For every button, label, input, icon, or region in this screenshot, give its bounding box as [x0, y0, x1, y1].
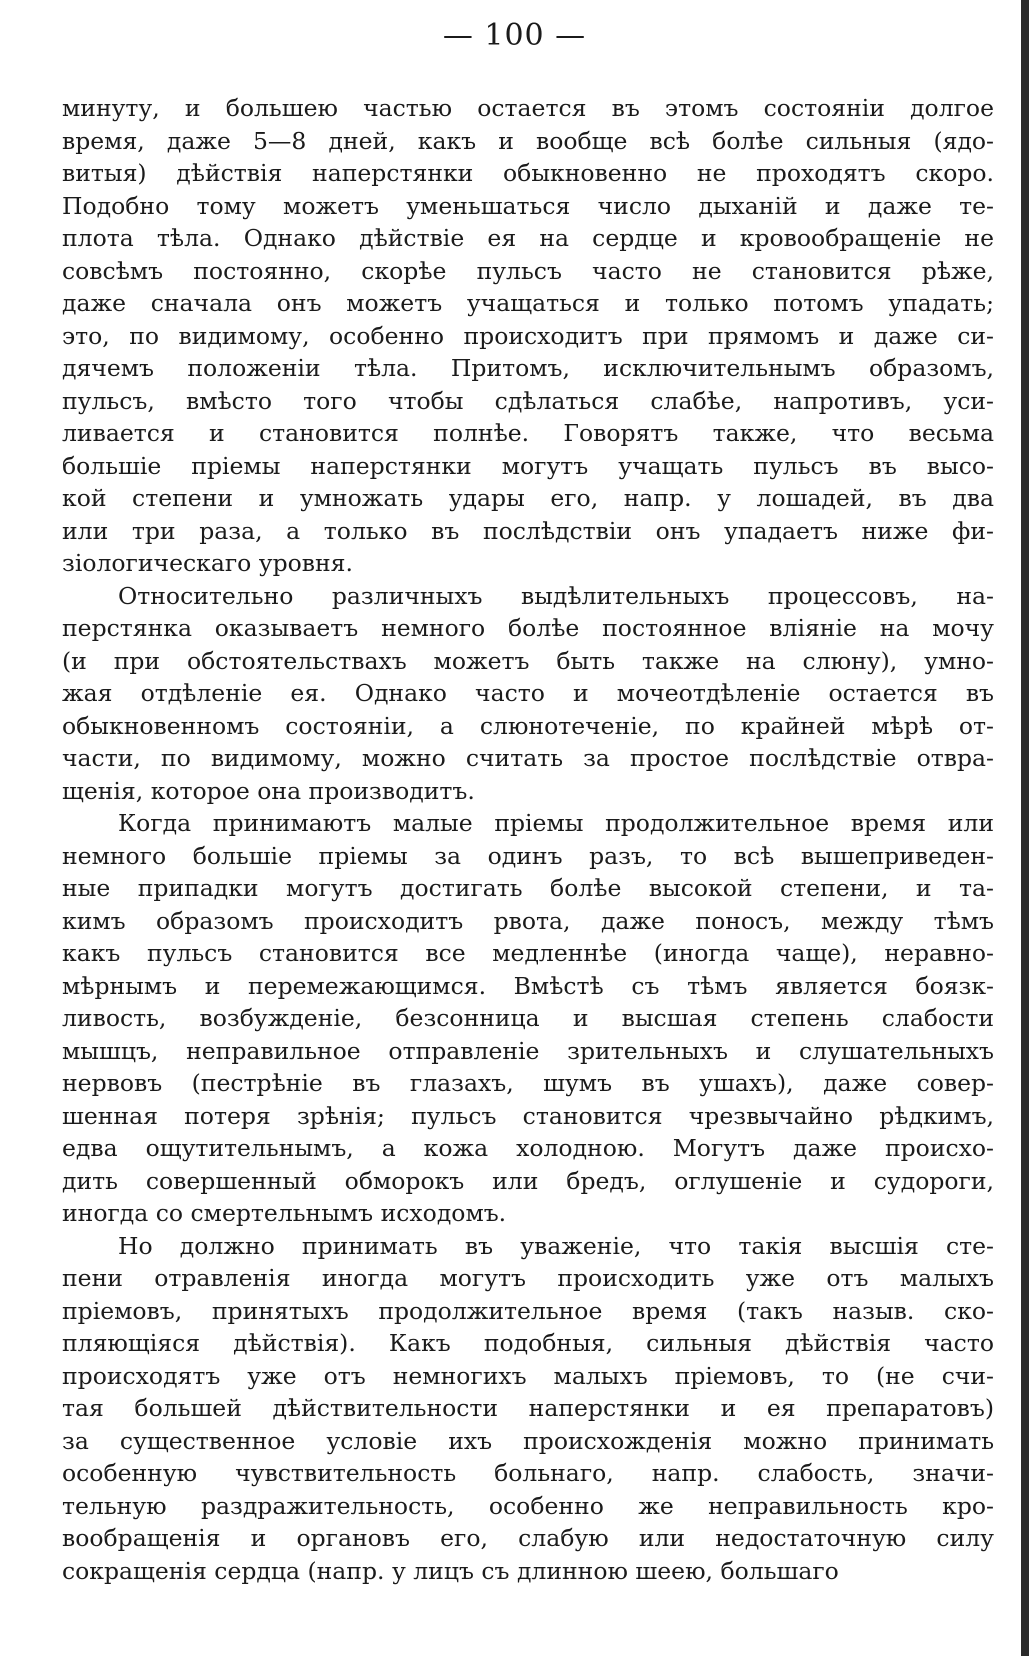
text-line: обыкновенномъ состояніи, а слюнотеченіе, по крайней мѣрѣ от- — [62, 711, 994, 740]
text-line: совсѣмъ постоянно, скорѣе пульсъ часто не становится рѣже, — [62, 256, 994, 285]
text-line: время, даже 5—8 дней, какъ и вообще всѣ болѣе сильныя (ядо- — [62, 126, 994, 155]
text-line: большіе пріемы наперстянки могутъ учащать пульсъ въ высо- — [62, 451, 994, 480]
text-line: кимъ образомъ происходитъ рвота, даже поносъ, между тѣмъ — [62, 906, 994, 935]
text-line: немного большіе пріемы за одинъ разъ, то всѣ вышеприведен- — [62, 841, 994, 870]
page-edge-shadow — [1021, 0, 1029, 1656]
text-line: тельную раздражительность, особенно же неправильность кро- — [62, 1491, 994, 1520]
text-line: какъ пульсъ становится все медленнѣе (иногда чаще), неравно- — [62, 939, 994, 967]
text-line: ные припадки могутъ достигать болѣе высокой степени, и та- — [62, 874, 994, 902]
text-line: Когда принимаютъ малые пріемы продолжительное время или — [118, 809, 994, 837]
text-line: это, по видимому, особенно происходитъ при прямомъ и даже си- — [62, 321, 994, 350]
text-line: пульсъ, вмѣсто того чтобы сдѣлаться слабѣе, напротивъ, уси- — [62, 386, 994, 415]
body-text — [62, 92, 994, 1587]
text-line: ливость, возбужденіе, безсонница и высшая степень слабости — [62, 1004, 994, 1032]
text-line: минуту, и большею частью остается въ этомъ состояніи долгое — [62, 94, 994, 122]
text-line: дить совершенный обморокъ или бредъ, оглушеніе и судороги, — [62, 1166, 994, 1195]
text-line: даже сначала онъ можетъ учащаться и только потомъ упадать; — [62, 289, 994, 317]
text-line: за существенное условіе ихъ происхожденія можно принимать — [62, 1426, 994, 1455]
text-line: пріемовъ, принятыхъ продолжительное время (такъ назыв. ско- — [62, 1296, 994, 1325]
paragraph — [62, 92, 994, 580]
text-line: пени отравленія иногда могутъ происходить уже отъ малыхъ — [62, 1264, 994, 1292]
text-line: витыя) дѣйствія наперстянки обыкновенно не проходятъ скоро. — [62, 159, 994, 187]
text-line: части, по видимому, можно считать за простое послѣдствіе отвра- — [62, 744, 994, 772]
paragraph — [62, 807, 994, 1230]
text-line: плота тѣла. Однако дѣйствіе ея на сердце и кровообращеніе не — [62, 224, 994, 252]
text-line: нервовъ (пестрѣніе въ глазахъ, шумъ въ ушахъ), даже совер- — [62, 1069, 994, 1097]
text-line: (и при обстоятельствахъ можетъ быть также на слюну), умно- — [62, 646, 994, 675]
text-line: шенная потеря зрѣнія; пульсъ становится чрезвычайно рѣдкимъ, — [62, 1101, 994, 1130]
text-line: мышцъ, неправильное отправленіе зрительныхъ и слушательныхъ — [62, 1036, 994, 1065]
text-line: зіологическаго уровня. — [62, 549, 353, 577]
text-line: щенія, которое она производитъ. — [62, 776, 475, 805]
page-number: — 100 — — [442, 18, 587, 53]
text-line: Относительно различныхъ выдѣлительныхъ процессовъ, на- — [118, 581, 994, 610]
text-line: иногда со смертельнымъ исходомъ. — [62, 1199, 507, 1227]
paragraph — [62, 1230, 994, 1588]
text-line: кой степени и умножать удары его, напр. у лошадей, въ два — [62, 484, 994, 512]
text-line: сокращенія сердца (напр. у лицъ съ длинною шеею, большаго — [62, 1556, 839, 1585]
text-line: ливается и становится полнѣе. Говорятъ также, что весьма — [62, 419, 994, 447]
text-line: пляющіяся дѣйствія). Какъ подобныя, сильныя дѣйствія часто — [62, 1329, 994, 1357]
text-line: мѣрнымъ и перемежающимся. Вмѣстѣ съ тѣмъ является боязк- — [62, 971, 994, 1000]
text-line: перстянка оказываетъ немного болѣе постоянное вліяніе на мочу — [62, 614, 994, 642]
text-line: особенную чувствительность больнаго, напр. слабость, значи- — [62, 1459, 994, 1487]
text-line: Подобно тому можетъ уменьшаться число дыханій и даже те- — [62, 191, 994, 220]
text-line: или три раза, а только въ послѣдствіи онъ упадаетъ ниже фи- — [62, 516, 994, 545]
text-line: происходятъ уже отъ немногихъ малыхъ пріемовъ, то (не счи- — [62, 1361, 994, 1390]
text-line: жая отдѣленіе ея. Однако часто и мочеотдѣленіе остается въ — [62, 679, 994, 707]
text-line: Но должно принимать въ уваженіе, что такія высшія сте- — [118, 1231, 994, 1260]
paragraph — [62, 580, 994, 808]
text-line: вообращенія и органовъ его, слабую или недостаточную силу — [62, 1524, 994, 1552]
text-line: тая большей дѣйствительности наперстянки и ея препаратовъ) — [62, 1394, 994, 1422]
text-line: едва ощутительнымъ, а кожа холодною. Могутъ даже происхо- — [62, 1134, 994, 1162]
text-line: дячемъ положеніи тѣла. Притомъ, исключительнымъ образомъ, — [62, 354, 994, 382]
